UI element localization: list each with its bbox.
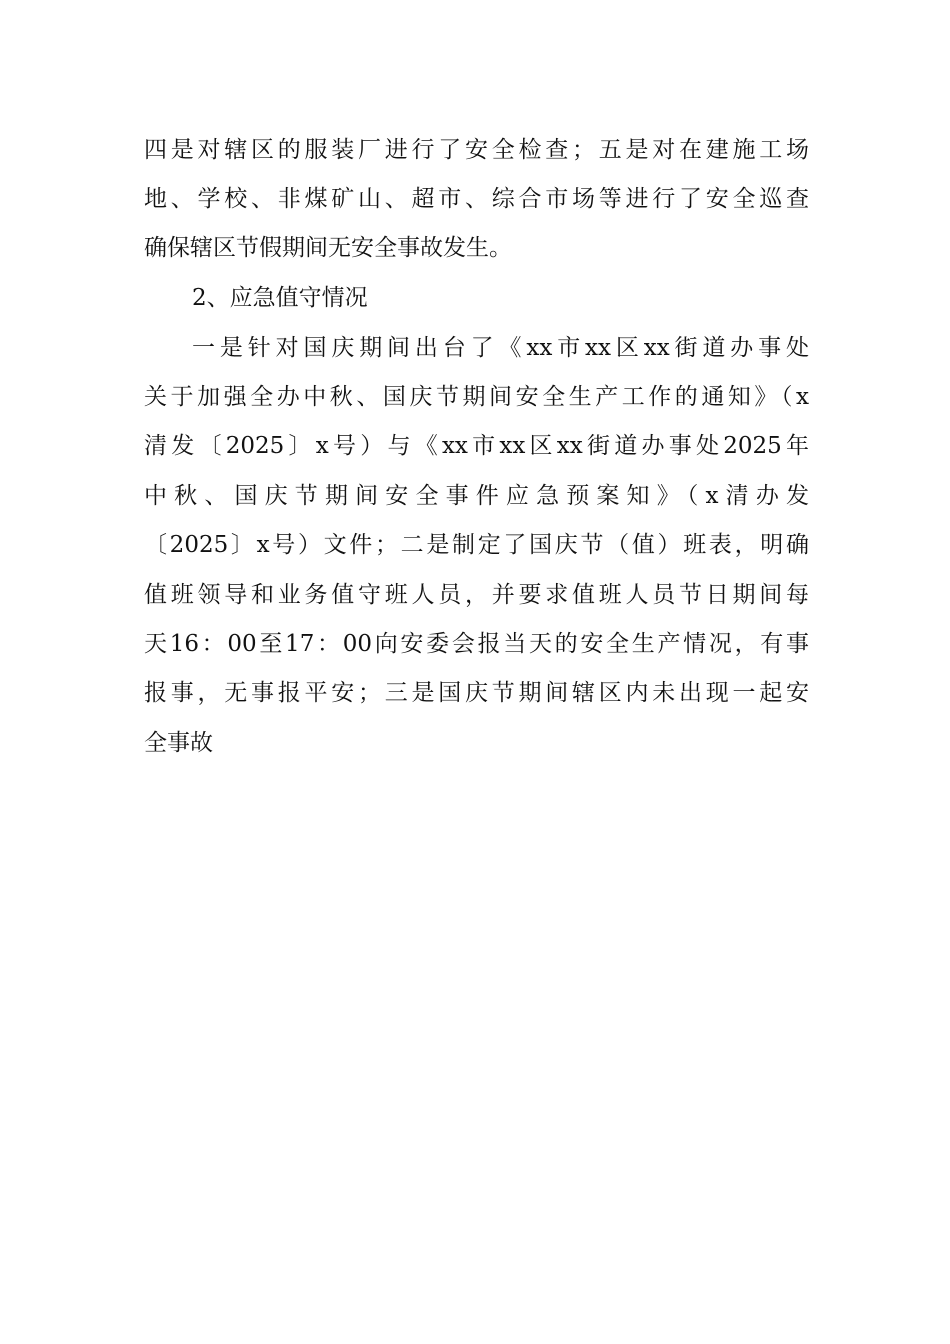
paragraph-line: 全事故 bbox=[144, 730, 213, 756]
paragraph-line: 四是对辖区的服装厂进行了安全检查；五是对在建施工场 bbox=[144, 137, 809, 163]
paragraph-line: 中秋、国庆节期间安全事件应急预案知》（x清办发 bbox=[144, 483, 809, 509]
paragraph-line: 天16：00至17：00向安委会报当天的安全生产情况，有事 bbox=[144, 631, 809, 657]
paragraph-line: 值班领导和业务值守班人员，并要求值班人员节日期间每 bbox=[144, 582, 809, 608]
paragraph-line: 关于加强全办中秋、国庆节期间安全生产工作的通知》（x bbox=[144, 384, 809, 410]
paragraph-line: 〔2025〕x号）文件；二是制定了国庆节（值）班表，明确 bbox=[144, 532, 809, 558]
paragraph-line: 地、学校、非煤矿山、超市、综合市场等进行了安全巡查 bbox=[144, 186, 809, 212]
section-heading: 2、应急值守情况 bbox=[192, 285, 368, 311]
paragraph-line: 一是针对国庆期间出台了《xx市xx区xx街道办事处 bbox=[192, 335, 809, 361]
paragraph-line: 报事，无事报平安；三是国庆节期间辖区内未出现一起安 bbox=[144, 680, 809, 706]
paragraph-line: 清发〔2025〕x号）与《xx市xx区xx街道办事处2025年 bbox=[144, 433, 809, 459]
paragraph-line: 确保辖区节假期间无安全事故发生。 bbox=[144, 235, 512, 261]
